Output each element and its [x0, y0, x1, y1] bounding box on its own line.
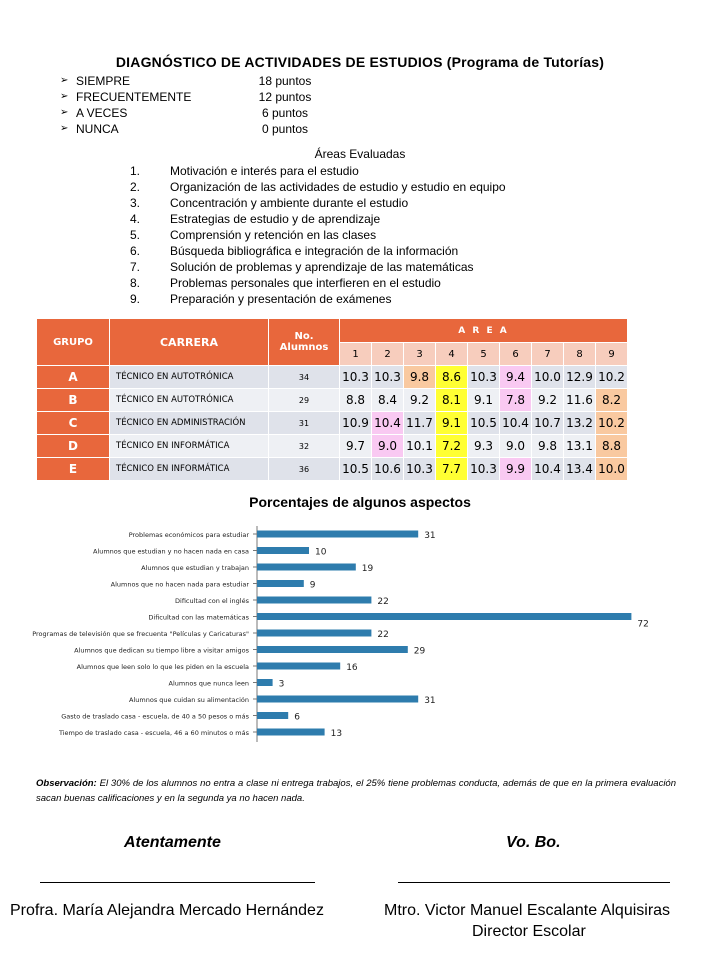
score-cell: 10.0	[596, 458, 628, 481]
category-label: Dificultad con el inglés	[175, 597, 249, 605]
header-grupo: GRUPO	[37, 319, 110, 366]
students-cell: 34	[269, 366, 340, 389]
score-cell: 10.3	[340, 366, 372, 389]
arrow-bullet-icon: ➢	[60, 107, 69, 118]
score-cell: 9.2	[532, 389, 564, 412]
area-col-header: 5	[468, 343, 500, 366]
data-label: 31	[424, 531, 436, 541]
score-cell: 7.8	[500, 389, 532, 412]
score-cell: 9.1	[436, 412, 468, 435]
group-cell: C	[37, 412, 110, 435]
score-cell: 9.0	[500, 435, 532, 458]
score-cell: 10.4	[372, 412, 404, 435]
scale-points: 18 puntos	[258, 74, 312, 88]
score-cell: 9.9	[500, 458, 532, 481]
header-alumnos: No. Alumnos	[269, 319, 340, 366]
group-cell: A	[37, 366, 110, 389]
score-cell: 9.7	[340, 435, 372, 458]
area-number: 8.	[130, 276, 141, 290]
score-cell: 10.9	[340, 412, 372, 435]
area-text: Comprensión y retención en las clases	[170, 228, 377, 242]
area-number: 4.	[130, 212, 141, 226]
data-label: 13	[330, 729, 343, 739]
score-cell: 8.8	[596, 435, 628, 458]
data-label: 6	[294, 712, 300, 723]
score-cell: 9.1	[468, 389, 500, 412]
area-item	[130, 195, 506, 211]
category-label: Alumnos que estudian y trabajan	[141, 564, 249, 572]
arrow-bullet-icon: ➢	[60, 123, 69, 134]
bar	[257, 663, 340, 670]
scoring-scale	[60, 73, 320, 137]
area-col-header: 3	[404, 343, 436, 366]
data-label: 22	[377, 630, 389, 640]
area-number: 6.	[130, 244, 141, 258]
scale-label: NUNCA	[76, 122, 119, 136]
area-item	[130, 291, 506, 307]
score-cell: 8.4	[372, 389, 404, 412]
area-text: Estrategias de estudio y de aprendizaje	[170, 212, 381, 226]
header-carrera: CARRERA	[110, 319, 269, 366]
group-cell: D	[37, 435, 110, 458]
areas-heading: Áreas Evaluadas	[314, 147, 406, 161]
score-cell: 13.1	[564, 435, 596, 458]
observation-text: El 30% de los alumnos no entra a clase ni entrega trabajos, el 25% tiene problemas conducta, además de que en la primera evaluación sacan buenas calificaciones y en la segunda ya no hacen nada.	[36, 778, 676, 804]
students-cell: 29	[269, 389, 340, 412]
area-text: Preparación y presentación de exámenes	[170, 292, 392, 306]
area-text: Motivación e interés para el estudio	[170, 164, 359, 178]
bar	[257, 646, 408, 653]
data-label: 19	[361, 564, 374, 574]
area-col-header: 1	[340, 343, 372, 366]
area-col-header: 8	[564, 343, 596, 366]
bar	[257, 696, 418, 703]
scale-row	[60, 73, 320, 89]
observation	[36, 776, 676, 806]
score-cell: 10.4	[500, 412, 532, 435]
signer-right-role: Director Escolar	[472, 923, 586, 940]
score-cell: 11.6	[564, 389, 596, 412]
signature-line-left	[40, 882, 315, 883]
area-text: Concentración y ambiente durante el estudio	[170, 196, 409, 210]
career-cell: TÉCNICO EN AUTOTRÓNICA	[110, 366, 269, 389]
score-cell: 9.0	[372, 435, 404, 458]
data-label: 9	[309, 580, 316, 591]
area-col-header: 7	[532, 343, 564, 366]
category-label: Alumnos que cuidan su alimentación	[129, 696, 249, 704]
score-cell: 8.8	[340, 389, 372, 412]
area-item	[130, 227, 506, 243]
bar-chart	[0, 518, 720, 748]
area-number: 1.	[130, 164, 141, 178]
category-label: Programas de televisión que se frecuenta "Películas y Caricaturas"	[32, 630, 249, 638]
signer-left-name: Profra. María Alejandra Mercado Hernández	[10, 902, 324, 919]
area-number: 7.	[130, 260, 141, 274]
data-label: 72	[637, 619, 649, 630]
score-cell: 8.1	[436, 389, 468, 412]
arrow-bullet-icon: ➢	[60, 91, 69, 102]
area-item	[130, 163, 506, 179]
score-cell: 10.4	[532, 458, 564, 481]
table-row	[37, 412, 628, 435]
score-cell: 10.0	[532, 366, 564, 389]
observation-label: Observación:	[36, 778, 97, 789]
chart-title: Porcentajes de algunos aspectos	[249, 494, 471, 510]
area-text: Búsqueda bibliográfica e integración de la información	[170, 244, 459, 258]
area-item	[130, 275, 506, 291]
area-item	[130, 259, 506, 275]
category-label: Alumnos que nunca leen	[168, 679, 249, 688]
score-cell: 10.3	[404, 458, 436, 481]
area-number: 3.	[130, 196, 141, 210]
scale-label: SIEMPRE	[76, 74, 131, 88]
category-label: Gasto de traslado casa - escuela, de 40 a 50 pesos o más	[61, 712, 249, 721]
score-cell: 10.5	[340, 458, 372, 481]
score-cell: 10.7	[532, 412, 564, 435]
career-cell: TÉCNICO EN INFORMÁTICA	[110, 458, 269, 481]
data-label: 29	[413, 646, 426, 657]
group-cell: E	[37, 458, 110, 481]
bar	[257, 531, 418, 538]
score-cell: 13.4	[564, 458, 596, 481]
data-label: 16	[346, 663, 358, 673]
score-cell: 7.7	[436, 458, 468, 481]
table-row	[37, 366, 628, 389]
table-row	[37, 389, 628, 412]
score-cell: 9.8	[404, 366, 436, 389]
category-label: Alumnos que dedican su tiempo libre a visitar amigos	[74, 646, 249, 655]
score-cell: 10.1	[404, 435, 436, 458]
score-cell: 10.6	[372, 458, 404, 481]
score-cell: 8.6	[436, 366, 468, 389]
score-cell: 10.2	[596, 412, 628, 435]
score-cell: 9.8	[532, 435, 564, 458]
area-text: Problemas personales que interfieren en el estudio	[170, 276, 441, 290]
signer-right-name: Mtro. Victor Manuel Escalante Alquisiras	[384, 902, 671, 919]
bar	[257, 597, 371, 604]
bar	[257, 547, 309, 554]
scale-row	[60, 105, 320, 121]
scores-table	[36, 318, 628, 481]
area-col-header: 6	[500, 343, 532, 366]
area-col-header: 9	[596, 343, 628, 366]
scale-points: 0 puntos	[261, 122, 309, 136]
scale-points: 12 puntos	[258, 90, 312, 104]
category-label: Alumnos que estudian y no hacen nada en casa	[92, 547, 249, 556]
score-cell: 10.3	[468, 458, 500, 481]
arrow-bullet-icon: ➢	[60, 75, 69, 86]
scale-label: A VECES	[76, 106, 128, 120]
bar	[257, 729, 325, 736]
score-cell: 8.2	[596, 389, 628, 412]
data-label: 3	[278, 679, 285, 690]
score-cell: 13.2	[564, 412, 596, 435]
career-cell: TÉCNICO EN INFORMÁTICA	[110, 435, 269, 458]
bar	[257, 679, 273, 686]
scale-label: FRECUENTEMENTE	[76, 90, 192, 104]
area-col-header: 4	[436, 343, 468, 366]
area-col-header: 2	[372, 343, 404, 366]
category-label: Dificultad con las matemáticas	[148, 613, 249, 622]
area-number: 2.	[130, 180, 141, 194]
data-label: 22	[377, 597, 389, 607]
area-number: 9.	[130, 292, 141, 306]
area-number: 5.	[130, 228, 141, 242]
category-label: Tiempo de traslado casa - escuela, 46 a 60 minutos o más	[58, 729, 249, 737]
approval-heading: Vo. Bo.	[506, 834, 561, 851]
category-label: Alumnos que no hacen nada para estudiar	[110, 580, 249, 589]
area-item	[130, 243, 506, 259]
category-label: Problemas económicos para estudiar	[128, 531, 249, 539]
score-cell: 9.3	[468, 435, 500, 458]
bar	[257, 613, 631, 620]
group-cell: B	[37, 389, 110, 412]
area-text: Solución de problemas y aprendizaje de las matemáticas	[170, 260, 474, 274]
students-cell: 32	[269, 435, 340, 458]
document-title: DIAGNÓSTICO DE ACTIVIDADES DE ESTUDIOS (Programa de Tutorías)	[115, 54, 605, 70]
scale-points: 6 puntos	[261, 106, 309, 120]
table-row	[37, 458, 628, 481]
students-cell: 36	[269, 458, 340, 481]
table-row	[37, 435, 628, 458]
students-cell: 31	[269, 412, 340, 435]
score-cell: 11.7	[404, 412, 436, 435]
area-item	[130, 179, 506, 195]
score-cell: 10.3	[372, 366, 404, 389]
scale-row	[60, 89, 320, 105]
career-cell: TÉCNICO EN ADMINISTRACIÓN	[110, 412, 269, 435]
scale-row	[60, 121, 320, 137]
closing-heading: Atentamente	[124, 834, 221, 851]
score-cell: 9.4	[500, 366, 532, 389]
score-cell: 7.2	[436, 435, 468, 458]
bar	[257, 712, 288, 719]
score-cell: 10.3	[468, 366, 500, 389]
score-cell: 10.5	[468, 412, 500, 435]
score-cell: 12.9	[564, 366, 596, 389]
area-text: Organización de las actividades de estudio y estudio en equipo	[170, 180, 506, 194]
signature-line-right	[398, 882, 670, 883]
area-item	[130, 211, 506, 227]
bar	[257, 580, 304, 587]
header-area: A R E A	[340, 319, 628, 343]
bar	[257, 564, 356, 571]
bar	[257, 630, 371, 637]
areas-list	[130, 163, 506, 307]
data-label: 10	[315, 547, 327, 558]
data-label: 31	[424, 696, 436, 706]
score-cell: 10.2	[596, 366, 628, 389]
score-cell: 9.2	[404, 389, 436, 412]
category-label: Alumnos que leen solo lo que les piden en la escuela	[76, 663, 249, 671]
career-cell: TÉCNICO EN AUTOTRÓNICA	[110, 389, 269, 412]
